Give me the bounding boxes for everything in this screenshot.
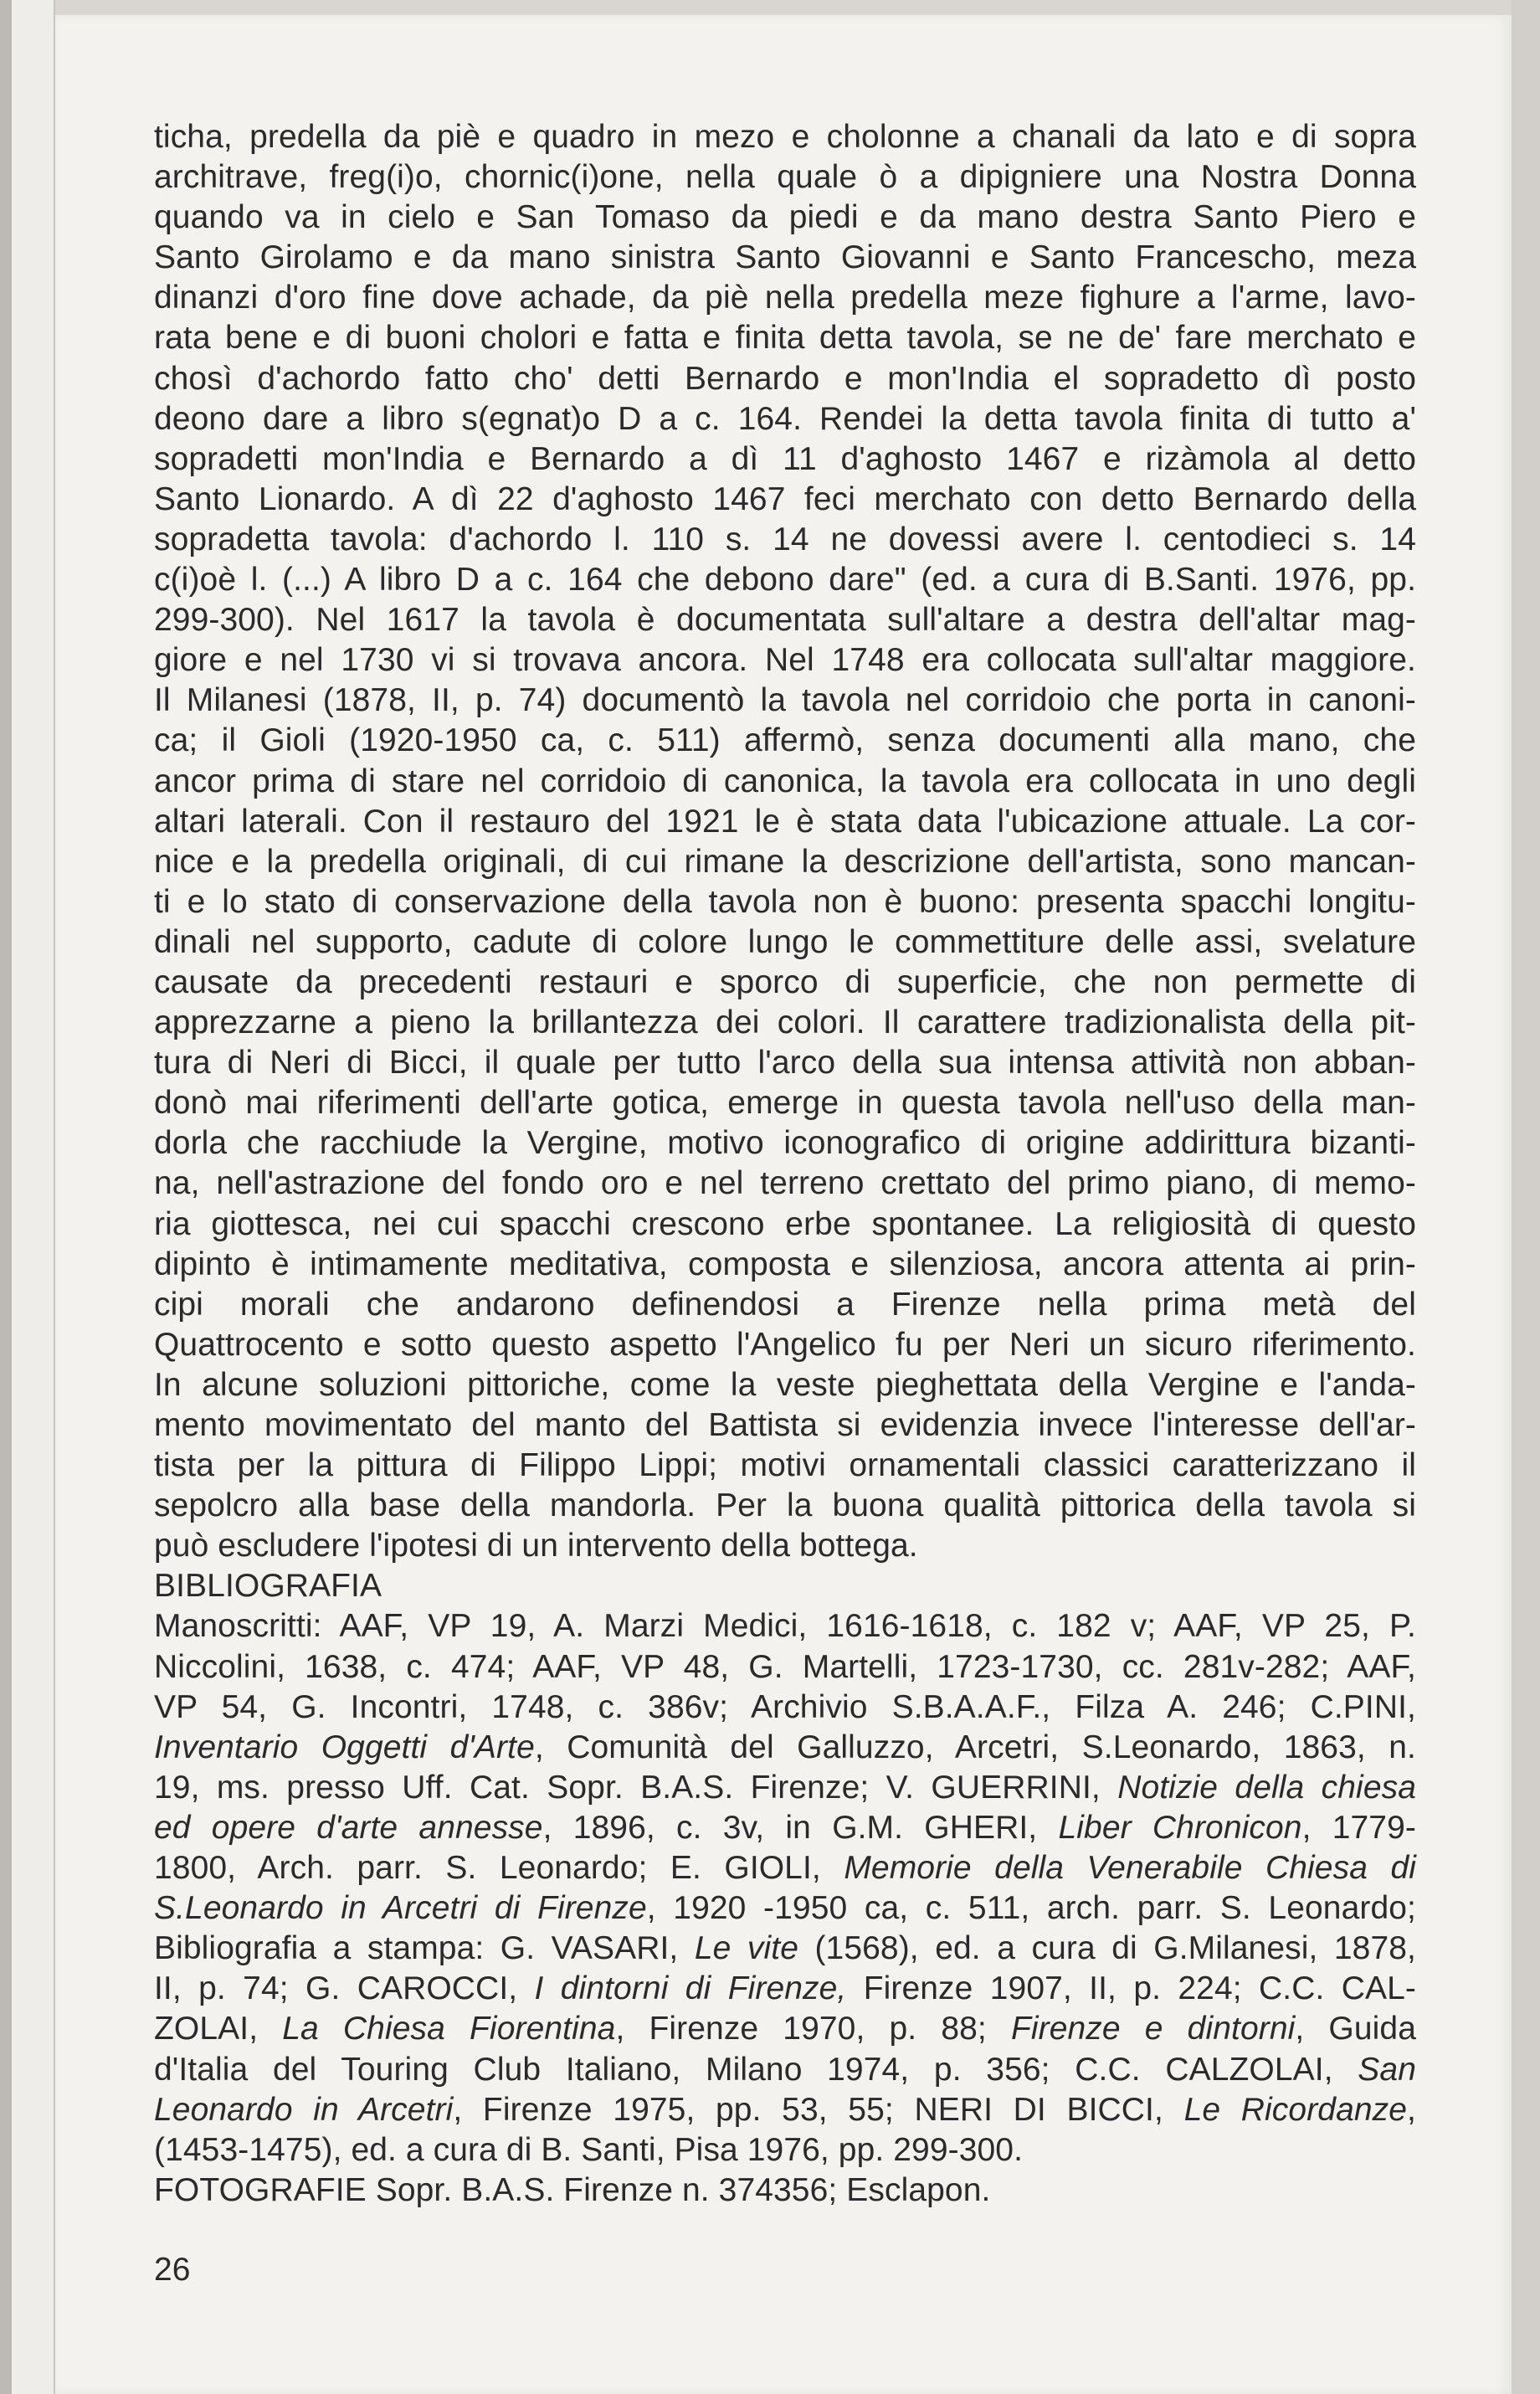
text-line: 299-300). Nel 1617 la tavola è documentata sull'altare a destra dell'altar mag- [154, 602, 1416, 639]
text-line: causate da precedenti restauri e sporco di superficie, che non permette di [154, 963, 1416, 1000]
text-line: tura di Neri di Bicci, il quale per tutto l'arco della sua intensa attività non abban- [154, 1045, 1416, 1081]
text-line: architrave, freg(i)o, chornic(i)one, nella quale ò a dipigniere una Nostra Donna [154, 159, 1416, 196]
text-line: deono dare a libro s(egnat)o D a c. 164. Rendei la detta tavola finita di tutto a' [154, 400, 1416, 437]
text-line: sopradetti mon'India e Bernardo a dì 11 d'aghosto 1467 e rizàmola al detto [154, 440, 1416, 477]
text-line: può escludere l'ipotesi di un intervento della bottega. [154, 1528, 918, 1564]
title-italic: Firenze e dintorni [1010, 2011, 1296, 2047]
text-line: dinanzi d'oro fine dove achade, da piè nella predella meze fighure a l'arme, lavo- [154, 280, 1416, 316]
text-line: dipinto è intimamente meditativa, composta e silenziosa, ancora attenta ai prin- [154, 1246, 1416, 1282]
bibliography-line [154, 1888, 1416, 1929]
title-italic: Liber Chronicon [1058, 1809, 1302, 1846]
bibliography-text: , Firenze 1975, pp. 53, 55; NERI DI BICCI, [453, 2091, 1184, 2128]
text-line: nice e la predella originali, di cui rimane la descrizione dell'artista, sono mancan- [154, 843, 1416, 880]
bibliography-line [154, 1969, 1416, 2009]
bibliography-line: VP 54, G. Incontri, 1748, c. 386v; Archivio S.B.A.A.F., Filza A. 246; C.PINI, [154, 1688, 1416, 1725]
bibliography-line: Niccolini, 1638, c. 474; AAF, VP 48, G. Martelli, 1723-1730, cc. 281v-282; AAF, [154, 1648, 1416, 1685]
text-line: sopradetta tavola: d'achordo l. 110 s. 14 ne dovessi avere l. centodieci s. 14 [154, 521, 1416, 557]
text-line: Santo Girolamo e da mano sinistra Santo Giovanni e Santo Francescho, meza [154, 239, 1416, 276]
text-line: na, nell'astrazione del fondo oro e nel terreno crettato del primo piano, di memo- [154, 1165, 1416, 1202]
bibliography-text: ZOLAI, [154, 2011, 283, 2047]
bibliography-text: , [1407, 2091, 1416, 2128]
text-line: c(i)oè l. (...) A libro D a c. 164 che debono dare" (ed. a cura di B.Santi. 1976, pp. [154, 562, 1416, 598]
bibliography-text: Bibliografia a stampa: G. VASARI, [154, 1930, 695, 1967]
photographs-line: FOTOGRAFIE Sopr. B.A.S. Firenze n. 374356; Esclapon. [154, 2171, 991, 2208]
bibliography-line [154, 1929, 1416, 1969]
text-line: Il Milanesi (1878, II, p. 74) documentò la tavola nel corridoio che porta in canoni- [154, 682, 1416, 719]
title-italic: Inventario Oggetti d'Arte [154, 1729, 535, 1765]
body-text [154, 117, 1416, 2211]
page-edge-right [1512, 0, 1540, 2394]
bibliography-text: 19, ms. presso Uff. Cat. Sopr. B.A.S. Firenze; V. GUERRINI, [154, 1769, 1118, 1806]
text-line: sepolcro alla base della mandorla. Per la buona qualità pittorica della tavola si [154, 1487, 1416, 1524]
bibliography-line [154, 2090, 1416, 2130]
bibliography-text: d'Italia del Touring Club Italiano, Milano 1974, p. 356; C.C. CALZOLAI, [154, 2051, 1358, 2088]
bibliography-text: 1800, Arch. parr. S. Leonardo; E. GIOLI, [154, 1850, 844, 1887]
bibliography-line [154, 1808, 1416, 1848]
text-line: rata bene e di buoni cholori e fatta e finita detta tavola, se ne de' fare merchato e [154, 320, 1416, 357]
binding-shadow [0, 0, 12, 2394]
title-italic: La Chiesa Fiorentina [282, 2011, 616, 2047]
text-line: In alcune soluzioni pittoriche, come la veste pieghettata della Vergine e l'anda- [154, 1366, 1416, 1403]
bibliography-line: Manoscritti: AAF, VP 19, A. Marzi Medici, 1616-1618, c. 182 v; AAF, VP 25, P. [154, 1608, 1416, 1645]
title-italic: S.Leonardo in Arcetri di Firenze [154, 1890, 647, 1927]
page-number: 26 [154, 2252, 191, 2288]
text-line: ca; il Gioli (1920-1950 ca, c. 511) affermò, senza documenti alla mano, che [154, 722, 1416, 759]
title-italic: Le Ricordanze [1183, 2091, 1408, 2128]
text-line: Quattrocento e sotto questo aspetto l'Angelico fu per Neri un sicuro riferimento. [154, 1326, 1416, 1363]
text-line: altari laterali. Con il restauro del 1921 le è stata data l'ubicazione attuale. La cor- [154, 803, 1416, 840]
bibliography-text: Firenze 1907, II, p. 224; C.C. CAL- [846, 1970, 1416, 2007]
bibliography-text: , Comunità del Galluzzo, Arcetri, S.Leonardo, 1863, n. [534, 1729, 1416, 1765]
bibliography-text: , Firenze 1970, p. 88; [615, 2011, 1011, 2047]
text-line: ancor prima di stare nel corridoio di canonica, la tavola era collocata in uno degli [154, 763, 1416, 799]
title-italic: Notizie della chiesa [1117, 1769, 1416, 1806]
title-italic: Leonardo in Arcetri [154, 2091, 454, 2128]
bibliography-heading: BIBLIOGRAFIA [154, 1568, 382, 1605]
text-line: ria giottesca, nei cui spacchi crescono erbe spontanee. La religiosità di questo [154, 1205, 1416, 1242]
title-italic: I dintorni di Firenze, [534, 1970, 847, 2007]
bibliography-line [154, 1768, 1416, 1808]
text-line: mento movimentato del manto del Battista si evidenzia invece l'interesse dell'ar- [154, 1407, 1416, 1443]
text-line: cipi morali che andarono definendosi a Firenze nella prima metà del [154, 1286, 1416, 1323]
bibliography-text: , 1896, c. 3v, in G.M. GHERI, [542, 1809, 1059, 1846]
bibliography-text: II, p. 74; G. CAROCCI, [154, 1970, 535, 2007]
text-line: apprezzarne a pieno la brillantezza dei colori. Il carattere tradizionalista della pit- [154, 1004, 1416, 1041]
title-italic: ed opere d'arte annesse [154, 1809, 543, 1846]
bibliography-text: , 1920 -1950 ca, c. 511, arch. parr. S. Leonardo; [646, 1890, 1416, 1927]
text-line: chosì d'achordo fatto cho' detti Bernardo e mon'India el sopradetto dì posto [154, 360, 1416, 397]
bibliography-line [154, 1728, 1416, 1768]
text-line: quando va in cielo e San Tomaso da piedi e da mano destra Santo Piero e [154, 199, 1416, 236]
text-line: tista per la pittura di Filippo Lippi; motivi ornamentali classici caratterizzano il [154, 1447, 1416, 1484]
bibliography-line: (1453-1475), ed. a cura di B. Santi, Pisa 1976, pp. 299-300. [154, 2131, 1024, 2168]
title-italic: Memorie della Venerabile Chiesa di [844, 1850, 1416, 1887]
text-line: ti e lo stato di conservazione della tavola non è buono: presenta spacchi longitu- [154, 883, 1416, 920]
bibliography-text: (1568), ed. a cura di G.Milanesi, 1878, [798, 1930, 1416, 1967]
bibliography-text: , 1779- [1301, 1809, 1416, 1846]
bibliography-line [154, 1848, 1416, 1888]
text-line: donò mai riferimenti dell'arte gotica, emerge in questa tavola nell'uso della man- [154, 1085, 1416, 1122]
title-italic: Le vite [694, 1930, 798, 1967]
text-line: dinali nel supporto, cadute di colore lungo le commettiture delle assi, svelature [154, 923, 1416, 960]
bibliography-text: , Guida [1295, 2011, 1416, 2047]
title-italic: San [1358, 2051, 1416, 2088]
text-line: giore e nel 1730 vi si trovava ancora. Nel 1748 era collocata sull'altar maggiore. [154, 642, 1416, 679]
bibliography-line [154, 2009, 1416, 2049]
text-line: ticha, predella da piè e quadro in mezo e cholonne a chanali da lato e di sopra [154, 119, 1416, 155]
text-line: Santo Lionardo. A dì 22 d'aghosto 1467 feci merchato con detto Bernardo della [154, 480, 1416, 517]
text-line: dorla che racchiude la Vergine, motivo iconografico di origine addirittura bizanti- [154, 1125, 1416, 1162]
bibliography-line [154, 2050, 1416, 2090]
page-edge-left [12, 0, 55, 2394]
